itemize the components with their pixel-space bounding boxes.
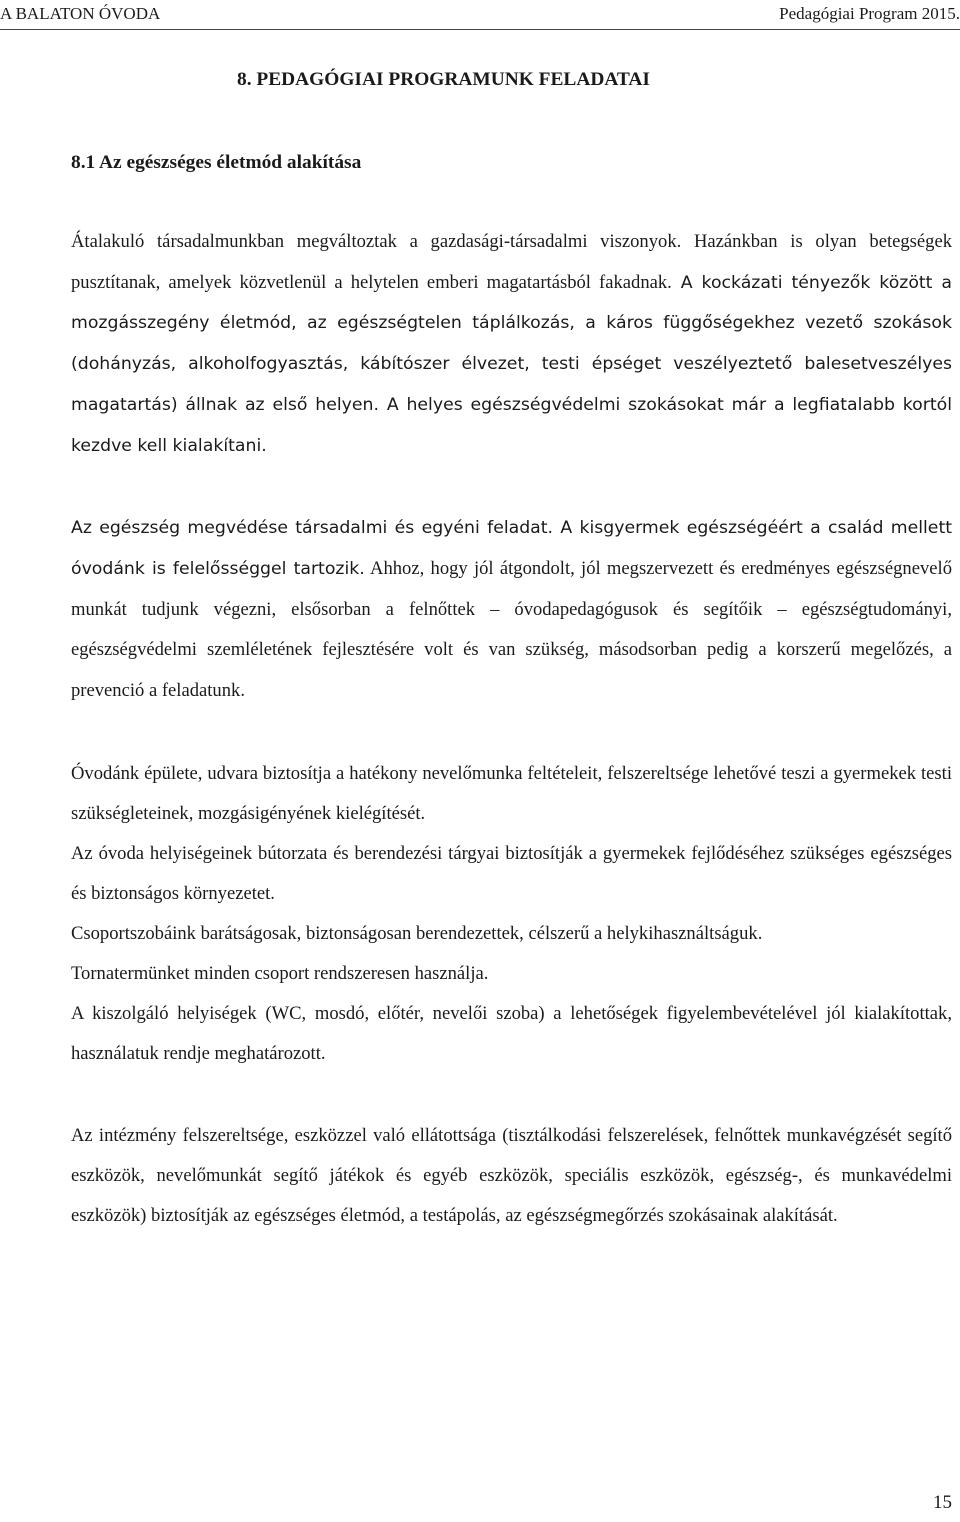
- paragraph-3: Óvodánk épülete, udvara biztosítja a hatékony nevelőmunka feltételeit, felszereltsége lehetővé teszi a gyermekek testi szükségleteinek, mozgásigényének kielégítését.: [71, 762, 952, 824]
- page-number: 15: [933, 1492, 952, 1513]
- paragraph-2: [71, 508, 952, 712]
- paragraph-1-part-a: Átalakuló társadalmunkban megváltoztak a gazdasági-társadalmi viszonyok. Hazánkban is olyan betegségek pusztítanak, amelyek közvetlenül a helytelen emberi magatartásból fakadnak.: [71, 231, 952, 293]
- header-document-title: Pedagógiai Program 2015.: [779, 4, 960, 23]
- paragraph-2-part-a: Az egészség megvédése társadalmi és egyéni feladat. A kisgyermek egészségéért a család mellett óvodánk is felelősséggel tartozik.: [71, 518, 952, 579]
- paragraph-8: Az intézmény felszereltsége, eszközzel való ellátottsága (tisztálkodási felszerelések, felnőttek munkavégzését segítő eszközök, nevelőmunkát segítő játékok és egyéb eszközök, speciális eszközök, egészség-, és munkavédelmi eszközök) biztosítják az egészséges életmód, a testápolás, az egészségmegőrzés szokásainak alakítását.: [71, 1124, 952, 1226]
- paragraph-2-part-b: Ahhoz, hogy jól átgondolt, jól megszervezett és eredményes egészségnevelő munkát tudjunk végezni, elsősorban a felnőttek – óvodapedagógusok és segítőik – egészségtudományi, egészségvédelmi szemléletének fejlesztésére volt és van szükség, másodsorban pedig a korszerű megelőzés, a prevenció a feladatunk.: [71, 557, 952, 702]
- paragraph-6: Tornatermünket minden csoport rendszeresen használja.: [71, 962, 489, 984]
- header-divider: [0, 29, 960, 30]
- paragraph-7: A kiszolgáló helyiségek (WC, mosdó, előtér, nevelői szoba) a lehetőségek figyelembevételével jól kialakítottak, használatuk rendje meghatározott.: [71, 1002, 952, 1064]
- header-school-name: A BALATON ÓVODA: [0, 4, 161, 23]
- paragraph-1-part-b: A kockázati tényezők között a mozgásszegény életmód, az egészségtelen táplálkozás, a káros függőségekhez vezető szokások (dohányzás, alkoholfogyasztás, kábítószer élvezet, testi épséget veszélyeztető balesetveszélyes magatartás) állnak az első helyen. A helyes egészségvédelmi szokásokat már a legfiatalabb kortól kezdve kell kialakítani.: [71, 272, 952, 456]
- paragraph-1: [71, 222, 952, 466]
- chapter-title: 8. PEDAGÓGIAI PROGRAMUNK FELADATAI: [237, 69, 650, 90]
- paragraph-5: Csoportszobáink barátságosak, biztonságosan berendezettek, célszerű a helykihasználtságuk.: [71, 922, 763, 944]
- paragraph-4: Az óvoda helyiségeinek bútorzata és berendezési tárgyai biztosítják a gyermekek fejlődéséhez szükséges egészséges és biztonságos környezetet.: [71, 842, 952, 904]
- page-body: [71, 62, 952, 1236]
- page-header: [0, 0, 960, 30]
- section-title: 8.1 Az egészséges életmód alakítása: [71, 152, 362, 173]
